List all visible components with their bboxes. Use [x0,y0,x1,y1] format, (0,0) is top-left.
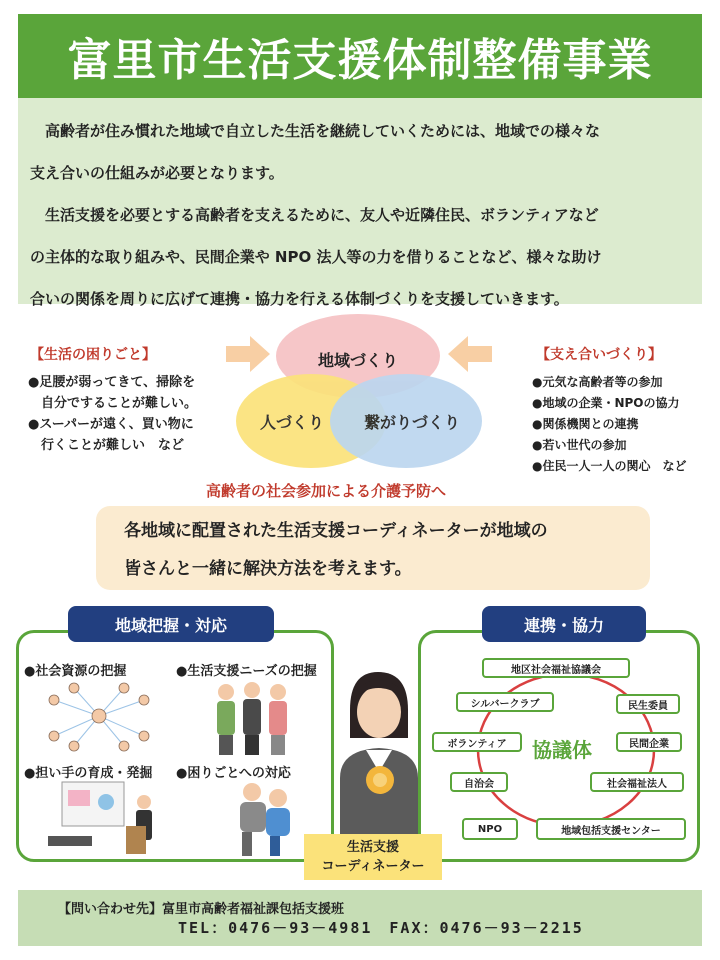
contact-label: 【問い合わせ先】富里市高齢者福祉課包括支援班 [58,902,345,917]
circle-label: 繋がりづくり [363,412,460,432]
list-item: ●住民一人一人の関心 など [532,459,687,473]
care-illustration [226,780,306,858]
node: 自治会 [450,772,508,792]
coordinator-illustration [326,668,430,834]
troubles-list [28,372,197,456]
message-line: 各地域に配置された生活支援コーディネーターが地域の [124,521,548,541]
intro-line: 生活支援を必要とする高齢者を支えるために、友人や近隣住民、ボランティアなど [45,206,599,224]
list-item: ●地域の企業・NPOの協力 [532,396,680,410]
message-box [96,506,650,590]
node: 社会福祉法人 [590,772,684,792]
network-illustration [34,680,164,752]
cooperation-box-label: 連携・協力 [482,606,646,642]
circle-label: 人づくり [260,412,325,432]
intro-section [18,98,702,308]
node: ボランティア [432,732,522,752]
list-item: 自分ですることが難しい。 [28,396,198,411]
node: 民生委員 [616,694,680,714]
footer [18,890,702,946]
quad-label: ●担い手の育成・発掘 [24,766,153,781]
circle-label: 地域づくり [317,351,398,370]
family-illustration [210,678,296,758]
arrow-right-icon [226,334,272,374]
page-title: 富里市生活支援体制整備事業 [67,35,653,86]
quad-label: ●社会資源の把握 [24,664,127,679]
circle-connections [330,374,482,468]
arrow-left-icon [446,334,492,374]
intro-line: 支え合いの仕組みが必要となります。 [30,164,284,182]
node: 地域包括支援センター [536,818,686,840]
presentation-illustration [48,780,166,856]
list-item: 行くことが難しい など [28,438,185,453]
list-item: ●元気な高齢者等の参加 [532,375,663,389]
troubles-label: 【生活の困りごと】 [30,347,156,363]
council-label: 協議体 [532,738,592,762]
coordinator-line: コーディネーター [321,859,425,874]
list-item: ●足腰が弱ってきて、掃除を [28,375,196,390]
node: 地区社会福祉協議会 [482,658,630,678]
node: 民間企業 [616,732,682,752]
quad-label: ●生活支援ニーズの把握 [176,664,317,679]
subtitle: 高齢者の社会参加による介護予防へ [206,482,447,500]
list-item: ●スーパーが遠く、買い物に [28,417,194,432]
title-banner [18,14,702,98]
list-item: ●若い世代の参加 [532,438,627,452]
node: NPO [462,818,518,840]
list-item: ●関係機関との連携 [532,417,639,431]
intro-line: 合いの関係を周りに広げて連携・協力を行える体制づくりを支援していきます。 [30,290,569,308]
regional-box-label: 地域把握・対応 [68,606,274,642]
message-line: 皆さんと一緒に解決方法を考えます。 [124,559,412,579]
node: シルバークラブ [456,692,554,712]
intro-line: の主体的な取り組みや、民間企業や NPO 法人等の力を借りることなど、様々な助け [30,248,602,266]
intro-line: 高齢者が住み慣れた地域で自立した生活を継続していくためには、地域での様々な [45,122,601,140]
coordinator-tag [304,834,442,880]
quad-label: ●困りごとへの対応 [176,766,291,781]
coordinator-line: 生活支援 [346,840,399,855]
support-list [532,372,686,477]
phone-fax: TEL：0476－93－4981 FAX：0476－93－2215 [178,919,584,937]
support-label: 【支え合いづくり】 [536,347,662,363]
